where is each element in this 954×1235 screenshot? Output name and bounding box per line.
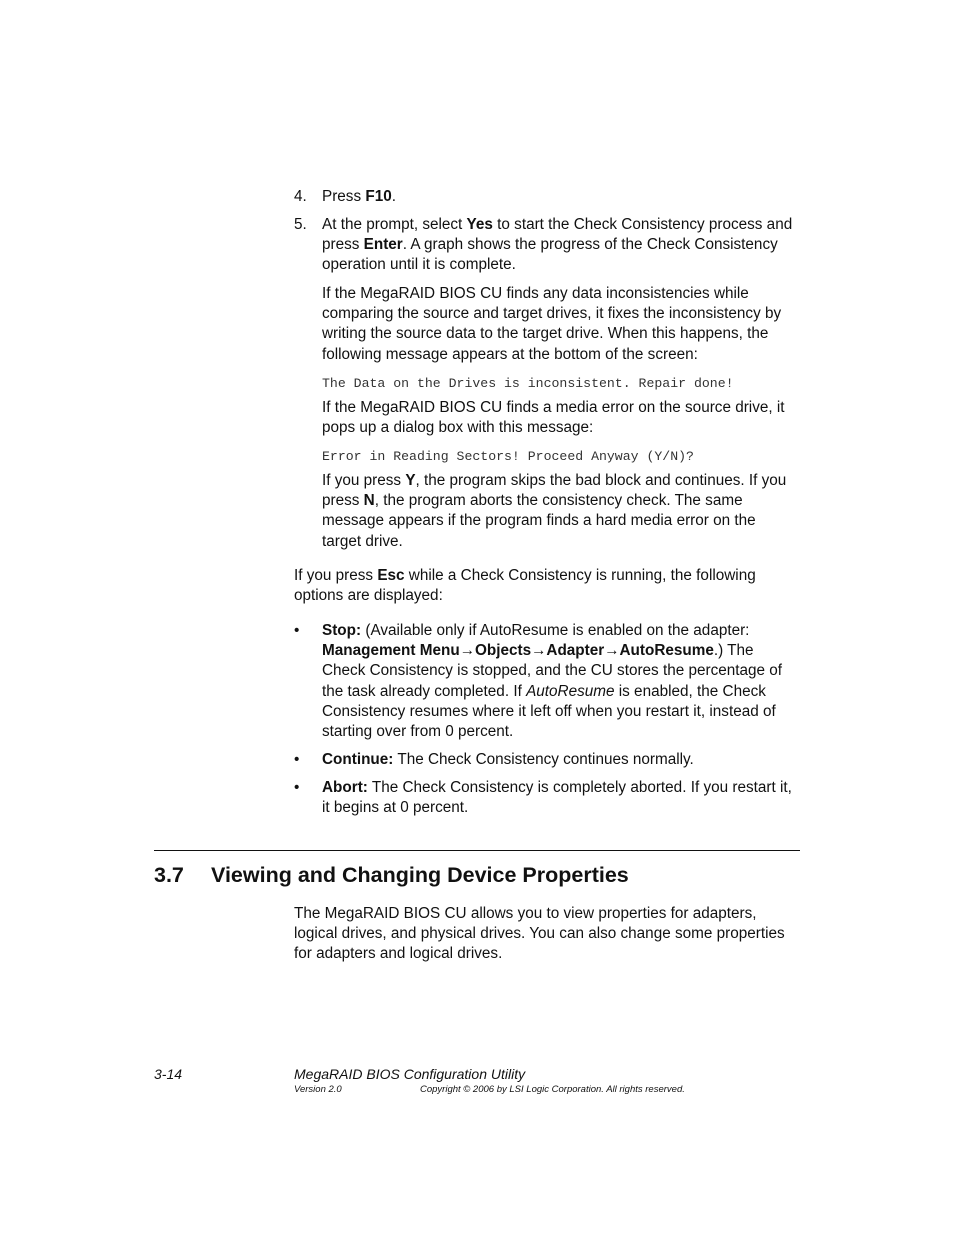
menu-path: Management Menu <box>322 642 460 660</box>
step-text: Press <box>322 188 366 205</box>
bullet-icon: • <box>294 751 300 768</box>
term: Continue: <box>322 751 394 768</box>
document-title: MegaRAID BIOS Configuration Utility <box>294 1066 526 1082</box>
text: If you press <box>294 567 378 584</box>
menu-path: Adapter <box>546 642 605 660</box>
step-5-text <box>322 215 798 276</box>
arrow-icon: → <box>604 642 620 660</box>
paragraph-y-n <box>322 471 798 552</box>
section-divider <box>154 850 800 851</box>
key-name: Esc <box>377 567 405 584</box>
paragraph-inconsistencies: If the MegaRAID BIOS CU finds any data inconsistencies while comparing the source and target drives, it fixes the inconsistency by writing the source data to the target drive. When this happens, the following message appears at the bottom of the screen: <box>322 285 782 363</box>
menu-path: Objects <box>474 642 532 660</box>
section-body: The MegaRAID BIOS CU allows you to view properties for adapters, logical drives, and physical drives. You can also change some properties for adapters and logical drives. <box>294 905 785 963</box>
section-number: 3.7 <box>154 863 184 887</box>
bullet-stop <box>322 621 798 742</box>
page-number: 3-14 <box>154 1066 183 1082</box>
key-name: Enter <box>363 236 403 254</box>
key-name: F10 <box>365 188 392 205</box>
key-name: N <box>363 492 375 510</box>
paragraph-media-error: If the MegaRAID BIOS CU finds a media error on the source drive, it pops up a dialog box with this message: <box>322 399 785 437</box>
bullet-continue <box>322 750 798 770</box>
copyright-notice: Copyright © 2006 by LSI Logic Corporation. All rights reserved. <box>420 1084 685 1095</box>
step-text: . <box>391 188 396 205</box>
message-repair: The Data on the Drives is inconsistent. Repair done! <box>322 376 734 391</box>
text: If you press <box>322 472 406 489</box>
italic-term: AutoResume <box>526 682 615 700</box>
text: is enabled, the Check Consistency resumes where it left off when you restart it, instead of starting over from 0 percent. <box>322 682 776 741</box>
text: The Check Consistency is completely aborted. If you restart it, it begins at 0 percent. <box>322 779 792 817</box>
step-text: to start the Check Consistency process and press <box>322 216 793 254</box>
step-number: 5. <box>294 216 307 233</box>
text: , the program aborts the consistency check. The same message appears if the program finds a hard media error on the target drive. <box>322 492 756 550</box>
term: Stop: <box>322 622 362 639</box>
version-label: Version 2.0 <box>294 1084 342 1095</box>
step-number: 4. <box>294 188 307 205</box>
text: (Available only if AutoResume is enabled on the adapter: <box>361 622 750 639</box>
arrow-icon: → <box>459 642 475 660</box>
step-4-text <box>322 187 798 207</box>
paragraph-esc <box>294 566 800 606</box>
bullet-icon: • <box>294 779 300 796</box>
bullet-icon: • <box>294 622 300 639</box>
key-name: Yes <box>466 216 493 233</box>
text: The Check Consistency continues normally. <box>393 751 694 768</box>
text: .) The Check Consistency is stopped, and the CU stores the percentage of the task already completed. If <box>322 642 783 700</box>
bullet-abort <box>322 778 798 818</box>
arrow-icon: → <box>531 642 547 660</box>
step-text: . A graph shows the progress of the Check Consistency operation until it is complete. <box>322 236 778 274</box>
step-text: At the prompt, select <box>322 216 467 233</box>
term: Abort: <box>322 779 368 796</box>
section-title: Viewing and Changing Device Properties <box>211 863 629 887</box>
message-error: Error in Reading Sectors! Proceed Anyway (Y/N)? <box>322 449 694 464</box>
text: while a Check Consistency is running, the following options are displayed: <box>294 567 756 605</box>
text: , the program skips the bad block and continues. If you press <box>322 472 787 510</box>
key-name: Y <box>405 472 416 489</box>
menu-path: AutoResume <box>619 642 714 660</box>
